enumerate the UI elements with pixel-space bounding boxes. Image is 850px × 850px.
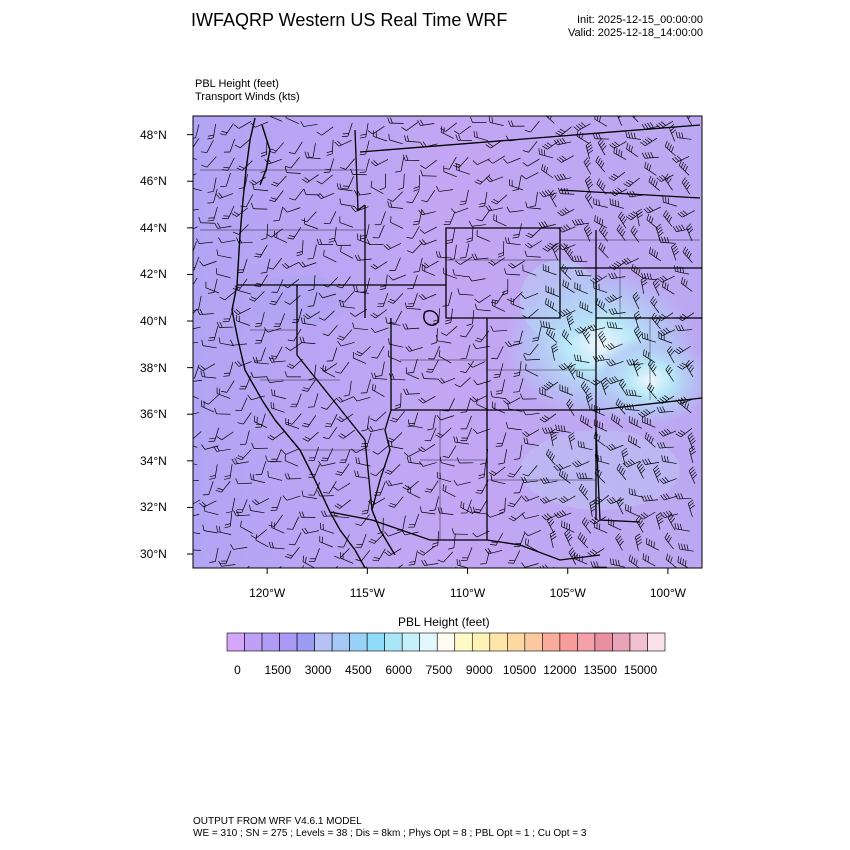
lat-label: 36°N	[140, 407, 167, 422]
lat-label: 44°N	[140, 220, 167, 235]
colorbar-swatch	[595, 633, 613, 651]
wind-barb	[371, 568, 385, 579]
colorbar-swatch	[630, 633, 648, 651]
colorbar-swatch	[490, 633, 508, 651]
lat-label: 34°N	[140, 453, 167, 468]
map-title: IWFAQRP Western US Real Time WRF	[191, 10, 508, 30]
colorbar-tick-label: 4500	[345, 663, 372, 677]
model-version: OUTPUT FROM WRF V4.6.1 MODEL	[193, 816, 362, 827]
valid-time: Valid: 2025-12-18_14:00:00	[568, 27, 703, 39]
colorbar-swatch	[315, 633, 333, 651]
colorbar-swatch	[577, 633, 595, 651]
colorbar-swatch	[245, 633, 263, 651]
wind-barb	[408, 567, 419, 580]
lon-label: 120°W	[249, 586, 286, 600]
lat-label: 32°N	[140, 500, 167, 515]
colorbar-swatch	[437, 633, 455, 651]
lon-label: 110°W	[449, 586, 486, 600]
model-info	[193, 816, 586, 840]
colorbar-tick-label: 9000	[465, 663, 493, 677]
wind-barb	[508, 568, 520, 581]
wind-barb	[440, 567, 456, 576]
colorbar-tick-label: 12000	[543, 663, 577, 677]
lon-label: 105°W	[549, 586, 586, 600]
colorbar-swatch	[385, 633, 403, 651]
colorbar-swatch	[647, 633, 665, 651]
colorbar-swatch	[280, 633, 298, 651]
colorbar-tick-label: 15000	[623, 663, 658, 677]
colorbar-tick-label: 1500	[264, 663, 292, 677]
lat-label: 30°N	[140, 547, 167, 562]
colorbar-swatch	[525, 633, 543, 651]
colorbar-tick-label: 3000	[304, 663, 332, 677]
colorbar-swatch	[297, 633, 315, 651]
colorbar-tick-label: 7500	[425, 663, 453, 677]
colorbar-swatch	[402, 633, 420, 651]
wind-barb	[489, 569, 505, 578]
colorbar-swatch	[542, 633, 560, 651]
lon-label: 115°W	[349, 586, 385, 600]
colorbar-swatch	[262, 633, 280, 651]
wind-barb	[203, 569, 217, 580]
lat-label: 38°N	[140, 360, 167, 375]
colorbar-swatch	[350, 633, 368, 651]
wind-barb	[478, 569, 490, 582]
lon-label: 100°W	[649, 586, 686, 600]
colorbar-swatch	[420, 633, 438, 651]
lat-label: 48°N	[140, 127, 167, 142]
colorbar-tick-label: 10500	[502, 663, 537, 677]
colorbar-swatch	[455, 633, 473, 651]
colorbar	[227, 633, 665, 651]
colorbar-swatch	[507, 633, 525, 651]
colorbar-swatch	[367, 633, 385, 651]
model-config: WE = 310 ; SN = 275 ; Levels = 38 ; Dis = 8km ; Phys Opt = 8 ; PBL Opt = 1 ; Cu Opt = 3	[193, 828, 587, 839]
colorbar-tick-label: 0	[234, 663, 241, 677]
colorbar-swatch	[612, 633, 630, 651]
lat-label: 46°N	[140, 174, 167, 189]
colorbar-swatch	[472, 633, 490, 651]
colorbar-swatch	[227, 633, 245, 651]
colorbar-tick-label: 6000	[385, 663, 413, 677]
colorbar-swatch	[560, 633, 578, 651]
map-area	[180, 107, 710, 583]
wind-name: Transport Winds (kts)	[195, 91, 300, 103]
wind-barb	[190, 568, 200, 582]
lat-label: 40°N	[140, 314, 167, 329]
lat-label: 42°N	[140, 267, 167, 282]
colorbar-swatch	[332, 633, 350, 651]
field-name: PBL Height (feet)	[195, 78, 279, 90]
colorbar-tick-label: 13500	[583, 663, 617, 677]
wind-barb	[256, 568, 267, 581]
init-time: Init: 2025-12-15_00:00:00	[577, 14, 703, 26]
colorbar-title: PBL Height (feet)	[398, 615, 490, 629]
